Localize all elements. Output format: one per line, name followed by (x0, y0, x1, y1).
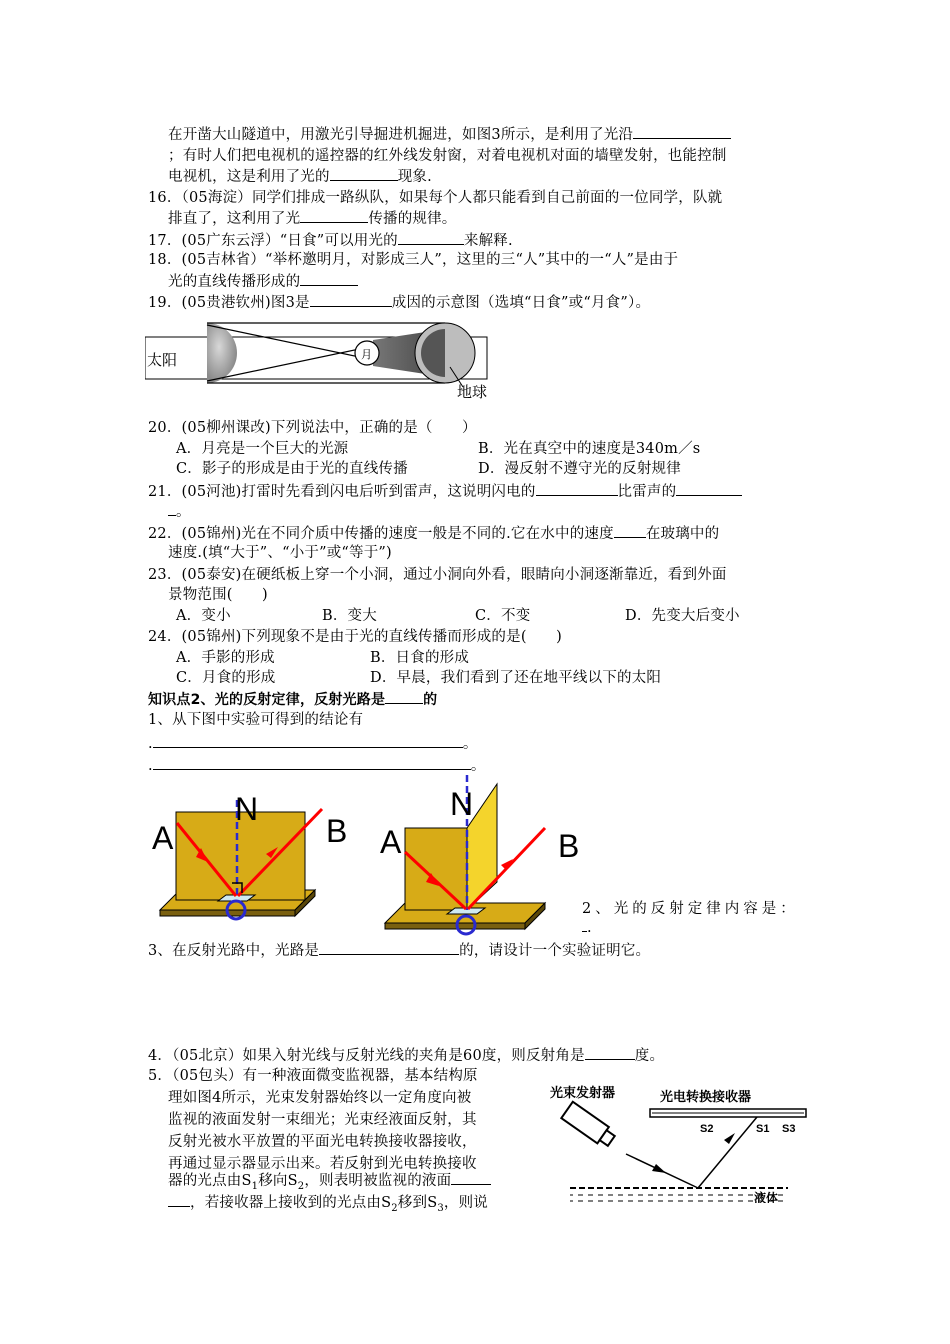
text: 的，请设计一个实验证明它。 (459, 943, 651, 959)
earth-label: 地球 (457, 384, 488, 401)
s2-label: S2 (700, 1123, 714, 1135)
blank-field[interactable] (385, 689, 423, 704)
line-laser-3 (168, 166, 432, 187)
item-1: 1、从下图中实验可得到的结论有 (148, 712, 364, 728)
option-24d: D．早晨，我们看到了还在地平线以下的太阳 (370, 670, 662, 686)
text: 在开凿大山隧道中，用激光引导掘进机掘进，如图3所示，是利用了光沿 (168, 127, 634, 143)
text: ，则表明被监视的液面 (304, 1173, 452, 1189)
option-24b: B．日食的形成 (370, 650, 470, 666)
option-20d: D．漫反射不遵守光的反射规律 (478, 461, 681, 477)
question-5-line5: 再通过显示器显示出来。若反射到光电转换接收 (168, 1156, 477, 1172)
sun-disk (207, 323, 237, 383)
question-21 (148, 481, 742, 502)
question-5-line4: 反射光被水平放置的平面光电转换接收器接收， (168, 1134, 477, 1150)
blank-field[interactable] (633, 124, 731, 139)
option-23b: B．变大 (322, 608, 377, 624)
text: 17．(05广东云浮）“日食”可以用光的 (148, 233, 398, 249)
option-24a: A．手影的形成 (176, 650, 275, 666)
text: 3、在反射光路中，光路是 (148, 943, 320, 959)
option-20a: A．月亮是一个巨大的光源 (176, 441, 349, 457)
text: . (148, 758, 153, 774)
s3-label: S3 (782, 1123, 796, 1135)
question-23-line1: 23．(05泰安)在硬纸板上穿一个小洞，通过小洞向外看，眼睛向小洞逐渐靠近，看到外面 (148, 567, 727, 583)
text: 比雷声的 (617, 484, 677, 500)
option-24c: C．月食的形成 (176, 670, 276, 686)
blank-field[interactable] (153, 733, 463, 748)
subscript: 2 (297, 1180, 305, 1192)
blank-field[interactable] (168, 501, 176, 516)
receiver-label: 光电转换接收器 (660, 1089, 752, 1104)
eclipse-diagram (145, 315, 490, 401)
question-4 (148, 1045, 664, 1066)
moon-label: 月 (361, 349, 372, 361)
line-laser-2: ；有时人们把电视机的遥控器的红外线发射窗，对着电视机对面的墙壁发射，也能控制 (168, 148, 727, 164)
subscript: 2 (391, 1202, 398, 1214)
answer-line-1 (148, 733, 478, 754)
text: 电视机，这是利用了光的 (168, 169, 330, 185)
text: 来解释. (463, 233, 513, 249)
base-front (385, 923, 525, 929)
text: 知识点2、光的反射定律，反射光路是 (148, 692, 386, 708)
question-19 (148, 292, 650, 313)
reflection-diagram-2 (375, 770, 590, 940)
text: ，则说 (443, 1195, 489, 1211)
text: ，若接收器上接收到的光点由S (190, 1195, 392, 1211)
a-label: A (380, 824, 402, 860)
option-23c: C．不变 (475, 608, 531, 624)
text: 。 (462, 736, 478, 752)
item-2-answer (582, 917, 592, 938)
s1-label: S1 (756, 1123, 770, 1135)
question-24: 24．(05锦州)下列现象不是由于光的直线传播而形成的是( ) (148, 629, 562, 645)
subscript: 1 (251, 1180, 259, 1192)
text: 。 (176, 504, 191, 520)
blank-field[interactable] (300, 208, 368, 223)
b-label: B (326, 813, 348, 849)
option-23d: D．先变大后变小 (625, 608, 740, 624)
subscript: 3 (437, 1202, 444, 1214)
a-label: A (152, 820, 174, 856)
question-16-line1: 16．（05海淀）同学们排成一路纵队，如果每个人都只能看到自己前面的一位同学，队就 (148, 190, 723, 206)
text: 。 (470, 758, 486, 774)
text: 19．(05贵港钦州)图3是 (148, 295, 310, 311)
blank-field[interactable] (168, 1192, 190, 1207)
item-2: 2、光的反射定律内容是： (582, 901, 799, 917)
reflection-diagram-1 (150, 785, 360, 925)
blank-field[interactable] (310, 292, 392, 307)
emitter (561, 1102, 617, 1149)
question-16-line2 (168, 208, 457, 229)
text: 的 (423, 692, 438, 708)
question-20: 20．(05柳州课改)下列说法中，正确的是（ ） (148, 420, 477, 436)
blank-field[interactable] (153, 755, 471, 770)
liquid-monitor-diagram (548, 1078, 810, 1203)
liquid-label: 液体 (754, 1191, 779, 1203)
text: . (587, 920, 592, 936)
question-5-line7 (168, 1192, 488, 1219)
text: 排直了，这利用了光 (168, 211, 301, 227)
text: 成因的示意图（选填“日食”或“月食”）。 (391, 295, 651, 311)
question-18-line2 (168, 271, 358, 292)
blank-field[interactable] (300, 271, 358, 286)
text: 22．(05锦州)光在不同介质中传播的速度一般是不同的.它在水中的速度 (148, 526, 614, 542)
question-22-line2: 速度.(填“大于”、“小于”或“等于”) (168, 545, 392, 561)
text: 现象. (397, 169, 432, 185)
blank-field[interactable] (614, 523, 646, 538)
b-label: B (558, 828, 580, 864)
question-5-line1: 5．（05包头）有一种液面微变监视器，基本结构原 (148, 1068, 478, 1084)
sun-label: 太阳 (147, 352, 178, 369)
text: 在玻璃中的 (645, 526, 720, 542)
text: 移向S (258, 1173, 298, 1189)
question-5-line3: 监视的液面发射一束细光；光束经液面反射，其 (168, 1112, 477, 1128)
arrow (652, 1164, 666, 1173)
question-5-line2: 理如图4所示，光束发射器始终以一定角度向被 (168, 1090, 472, 1106)
emitter-label: 光束发射器 (550, 1085, 616, 1100)
text: . (148, 736, 153, 752)
question-23-line2: 景物范围( ) (168, 587, 268, 603)
text: 移到S (397, 1195, 438, 1211)
blank-field[interactable] (676, 481, 742, 496)
question-22-line1 (148, 523, 719, 544)
text: 4．（05北京）如果入射光线与反射光线的夹角是60度，则反射角是 (148, 1048, 585, 1064)
option-23a: A．变小 (176, 608, 231, 624)
n-label: N (450, 786, 474, 822)
text: 21．(05河池)打雷时先看到闪电后听到雷声，这说明闪电的 (148, 484, 536, 500)
knowledge-point-2 (148, 689, 437, 710)
text: 传播的规律。 (368, 211, 457, 227)
n-label: N (235, 791, 259, 827)
line-laser-1 (168, 124, 731, 145)
board-left (405, 828, 467, 910)
text: 度。 (634, 1048, 665, 1064)
blank-field[interactable] (398, 230, 464, 245)
option-20b: B．光在真空中的速度是340m／s (478, 441, 701, 457)
question-17 (148, 230, 513, 251)
item-3 (148, 940, 650, 961)
blank-field[interactable] (319, 940, 459, 955)
question-18-line1: 18．(05吉林省）“举杯邀明月，对影成三人”，这里的三“人”其中的一“人”是由于 (148, 252, 679, 268)
blank-field[interactable] (330, 166, 398, 181)
blank-field[interactable] (585, 1045, 635, 1060)
text: 光的直线传播形成的 (168, 274, 301, 290)
arrow (724, 1133, 735, 1144)
question-21-end (168, 501, 191, 522)
blank-field[interactable] (451, 1170, 491, 1185)
option-20c: C．影子的形成是由于光的直线传播 (176, 461, 408, 477)
blank-field[interactable] (536, 481, 618, 496)
text: 器的光点由S (168, 1173, 252, 1189)
